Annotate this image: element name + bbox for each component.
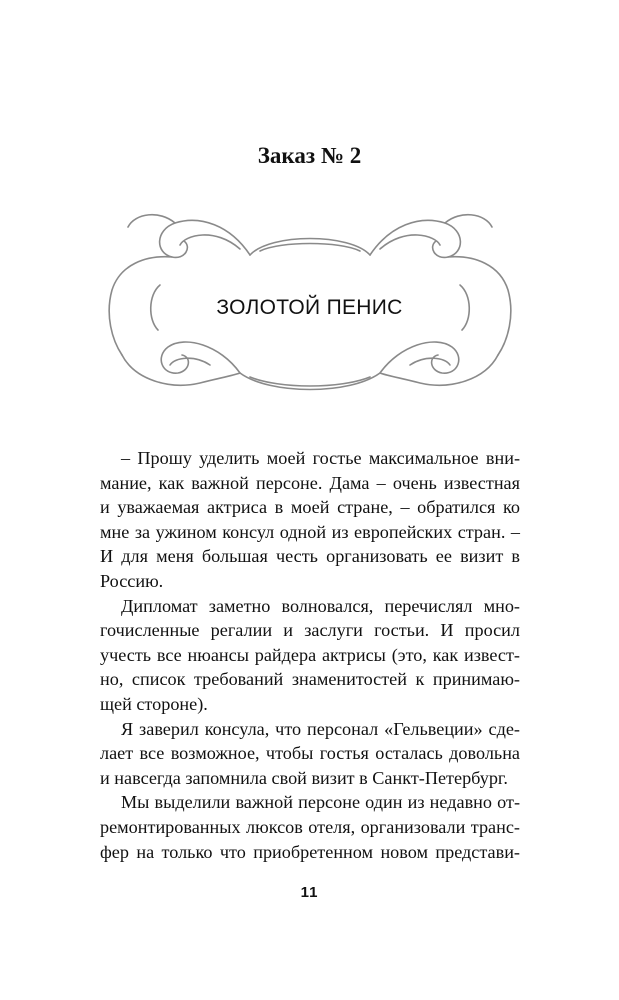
text-line: фер на только что приобретенном новом представи- (100, 841, 520, 862)
text-line: Я заверил консула, что персонал «Гельвеции» сде- (121, 718, 520, 739)
chapter-title: Заказ № 2 (257, 143, 362, 168)
text-line: Мы выделили важной персоне один из недавно от- (121, 792, 520, 813)
text-line: – Прошу уделить моей гостье максимальное вни- (121, 448, 520, 468)
page-number: 11 (300, 884, 319, 901)
text-line: гочисленные регалии и заслуги гостьи. И просил (100, 620, 520, 641)
text-line: Россию. (100, 570, 164, 591)
text-line: учесть все нюансы райдера актрисы (это, как извест- (100, 644, 520, 665)
text-line: и уважаемая актриса в моей стране, – обратился ко (100, 497, 520, 518)
text-line: но, список требований знаменитостей к принимаю- (100, 669, 520, 690)
body-text (100, 446, 520, 864)
text-line: И для меня большая честь организовать ее визит в (100, 546, 520, 567)
text-line: мне за ужином консул одной из европейских стран. – (100, 521, 520, 542)
chapter-subtitle: ЗОЛОТОЙ ПЕНИС (216, 296, 403, 319)
text-line: ремонтированных люксов отеля, организовали транс- (100, 816, 520, 837)
text-line: и навсегда запомнила свой визит в Санкт-Петербург. (100, 767, 508, 788)
text-line: лает все возможное, чтобы гостья осталась довольна (100, 743, 520, 764)
text-line: мание, как важной персоне. Дама – очень известная (100, 472, 520, 493)
text-line: Дипломат заметно волновался, перечислял мно- (121, 595, 520, 616)
text-line: щей стороне). (100, 693, 208, 714)
